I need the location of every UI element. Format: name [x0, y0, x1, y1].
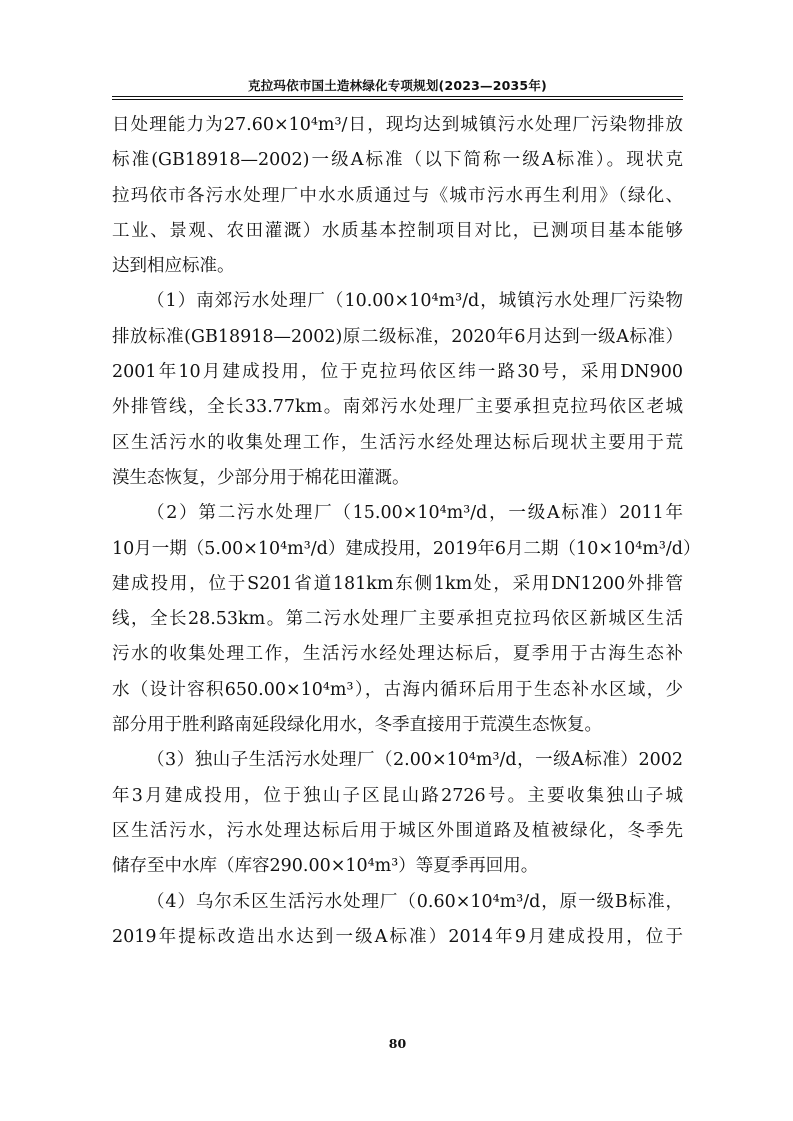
text-line: 外排管线，全长33.77km。南郊污水处理厂主要承担克拉玛依区老城	[112, 397, 683, 418]
text-line: 年3月建成投用，位于独山子区昆山路2726号。主要收集独山子城	[112, 785, 683, 806]
text-line: 日处理能力为27.60×10⁴m³/日，现均达到城镇污水处理厂污染物排放	[112, 115, 683, 135]
text-line: （4）乌尔禾区生活污水处理厂（0.60×10⁴m³/d，原一级B标准，	[147, 891, 683, 912]
text-line: （2）第二污水处理厂（15.00×10⁴m³/d，一级A标准）2011年	[147, 503, 683, 524]
text-line: 工业、景观、农田灌溉）水质基本控制项目对比，已测项目基本能够	[112, 220, 683, 241]
running-header: 克拉玛依市国土造林绿化专项规划(2023—2035年)	[248, 78, 547, 93]
text-line: 区生活污水的收集处理工作，生活污水经处理达标后现状主要用于荒	[112, 432, 683, 453]
text-line: 2019年提标改造出水达到一级A标准）2014年9月建成投用，位于	[112, 926, 683, 947]
text-line: 标准(GB18918—2002)一级A标准（以下简称一级A标准）。现状克	[112, 150, 683, 171]
text-line: 污水的收集处理工作，生活污水经处理达标后，夏季用于古海生态补	[112, 644, 683, 665]
text-line: 漠生态恢复，少部分用于棉花田灌溉。	[112, 467, 410, 488]
text-line: 10月一期（5.00×10⁴m³/d）建成投用，2019年6月二期（10×10⁴m³/d）	[112, 538, 701, 559]
text-line: （1）南郊污水处理厂（10.00×10⁴m³/d，城镇污水处理厂污染物	[147, 291, 683, 312]
text-line: 区生活污水，污水处理达标后用于城区外围道路及植被绿化，冬季先	[112, 820, 683, 841]
text-line: 水（设计容积650.00×10⁴m³），古海内循环后用于生态补水区域，少	[112, 679, 683, 700]
text-line: 储存至中水库（库容290.00×10⁴m³）等夏季再回用。	[112, 856, 539, 877]
text-line: 2001年10月建成投用，位于克拉玛依区纬一路30号，采用DN900	[112, 362, 683, 383]
text-line: （3）独山子生活污水处理厂（2.00×10⁴m³/d，一级A标准）2002	[147, 750, 683, 771]
text-line: 拉玛依市各污水处理厂中水水质通过与《城市污水再生利用》（绿化、	[112, 185, 683, 206]
text-line: 排放标准(GB18918—2002)原二级标准，2020年6月达到一级A标准）	[112, 326, 683, 347]
text-line: 达到相应标准。	[112, 256, 235, 277]
document-body	[112, 108, 701, 955]
text-line: 线，全长28.53km。第二污水处理厂主要承担克拉玛依区新城区生活	[112, 609, 683, 630]
page-number: 80	[388, 1036, 407, 1051]
header-rule	[112, 96, 683, 100]
text-line: 部分用于胜利路南延段绿化用水，冬季直接用于荒漠生态恢复。	[112, 715, 602, 736]
text-line: 建成投用，位于S201省道181km东侧1km处，采用DN1200外排管	[112, 573, 683, 594]
